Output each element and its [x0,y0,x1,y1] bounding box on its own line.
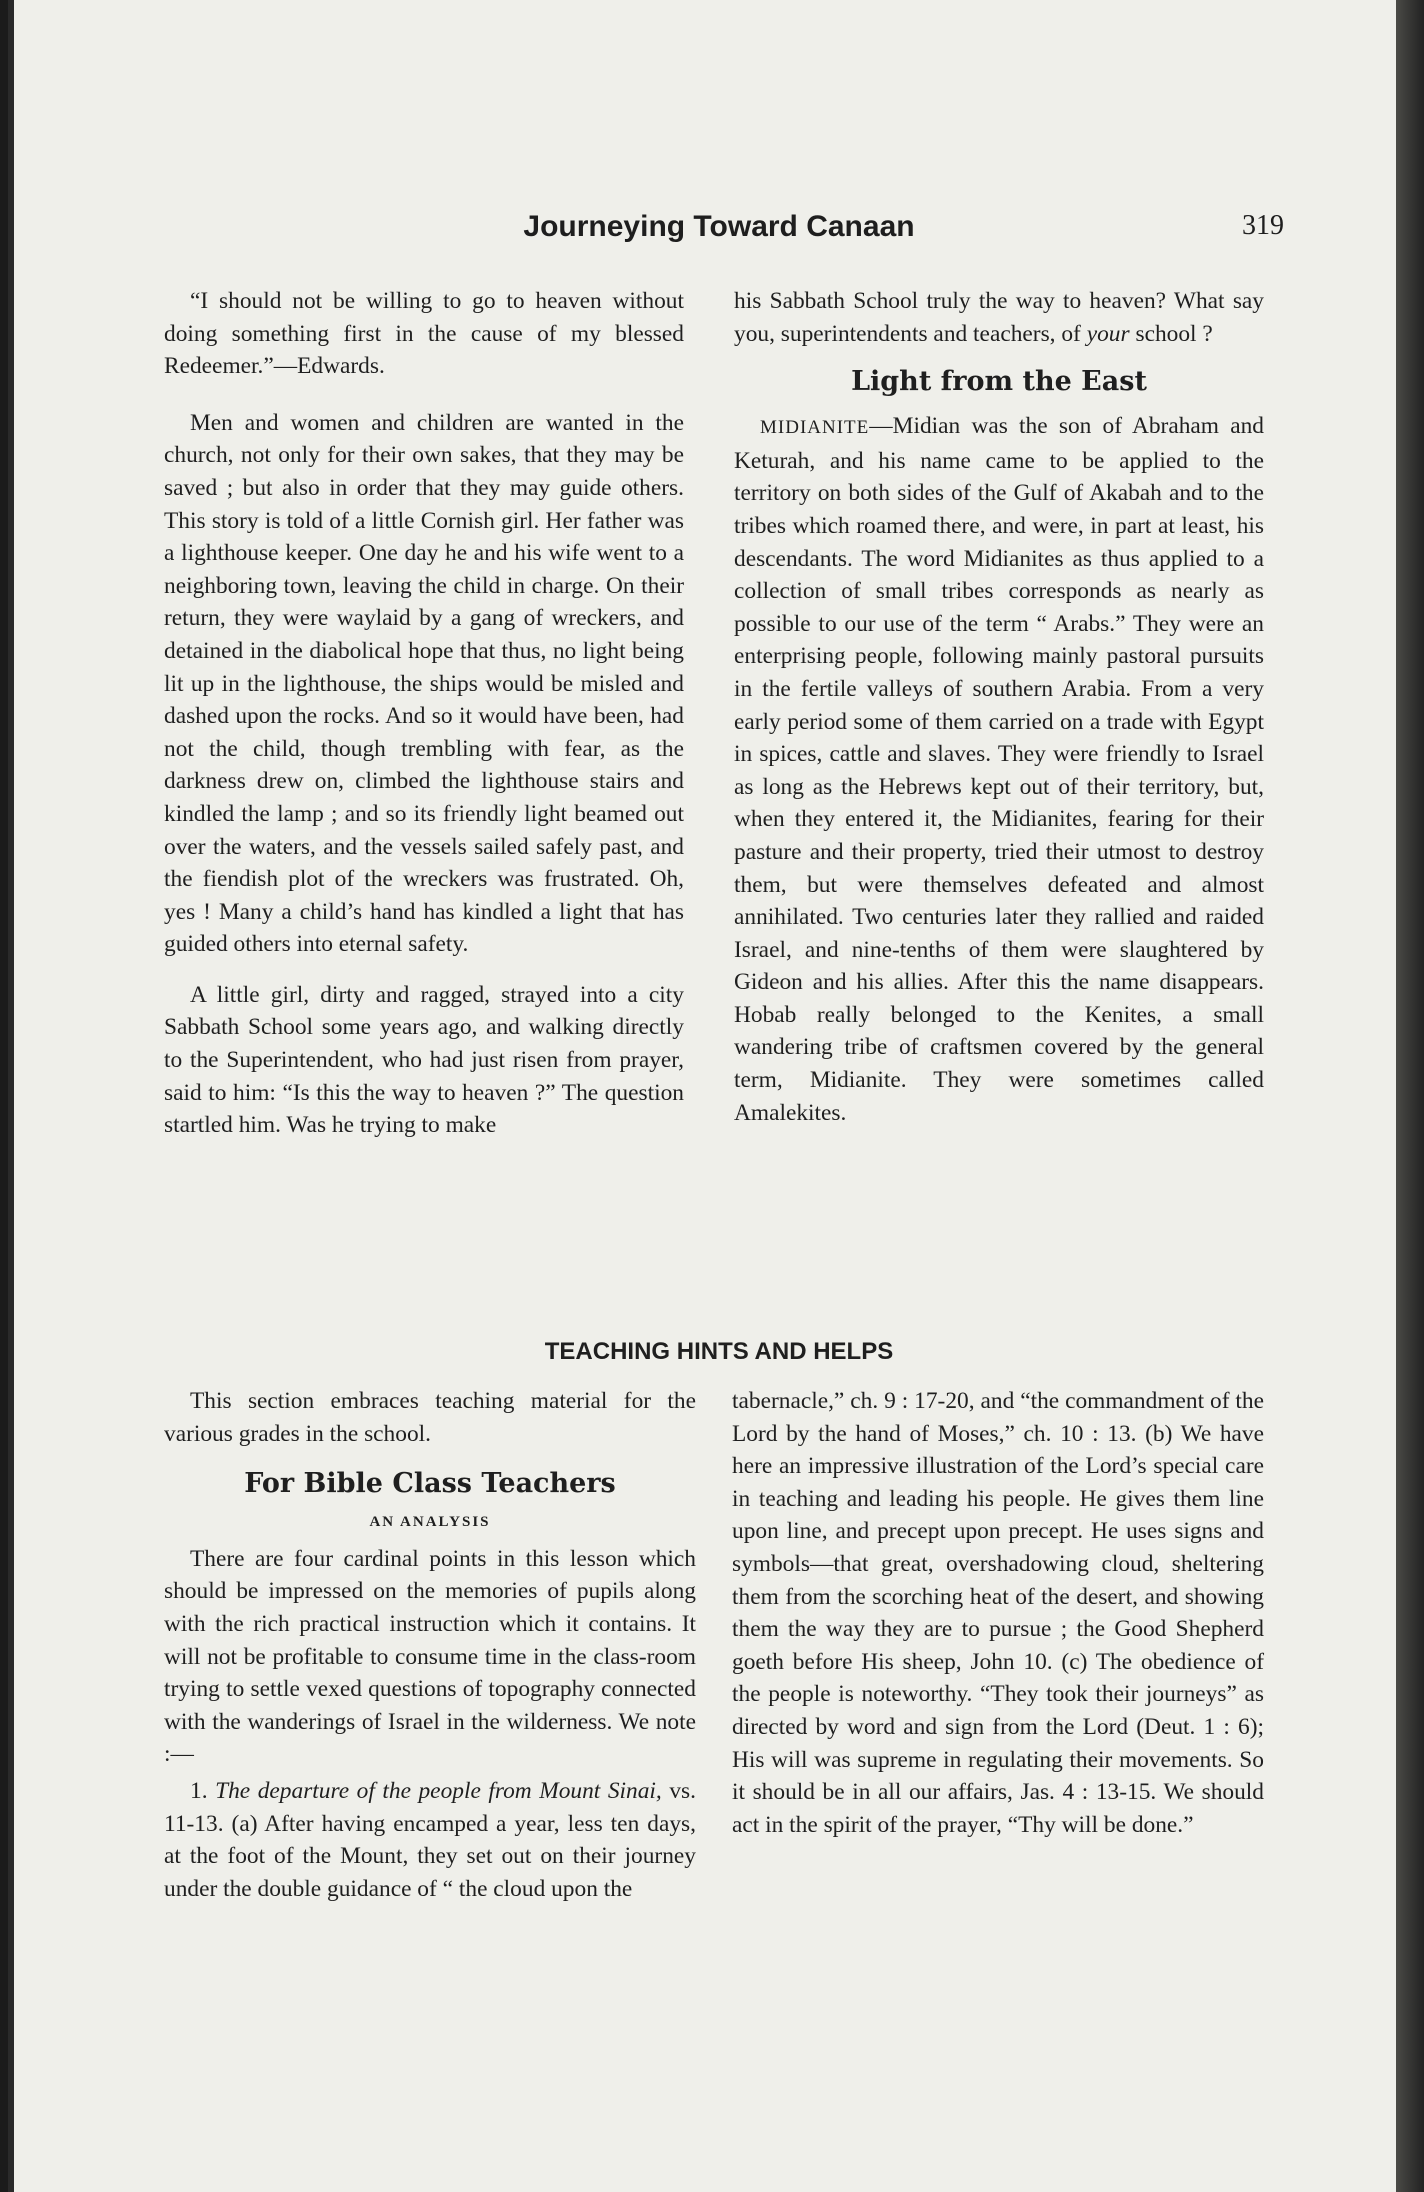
continuation-end: school ? [1135,320,1213,347]
paragraph-continuation [734,285,1264,350]
epigraph-text: “I should not be willing to go to heaven without doing something first in the cause of my blessed Redeemer.”—Edwards. [164,288,684,380]
subheading-analysis: AN ANALYSIS [369,1514,491,1531]
point-number: 1. [190,1777,208,1804]
paragraph-tabernacle: tabernacle,” ch. 9 : 17-20, and “the commandment of the Lord by the hand of Moses,” ch. 10 : 13. (b) We have here an impressive illustration of the Lord’s special care in teaching and leading his people. He gives them line upon line, and precept upon precept. He uses signs and symbols—that great, overshadowing cloud, sheltering them from the scorching heat of the desert, and showing them the way they are to pursue ; the Good Shepherd goeth before His sheep, John 10. (c) The obedience of the people is noteworthy. “They took their journeys” as directed by word and sign from the Lord (Deut. 1 : 6); His will was supreme in regulating their movements. So it should be in all our affairs, Jas. 4 : 13-15. We should act in the spirit of the prayer, “Thy will be done.” [732,1388,1264,1838]
paragraph-midianite [734,410,1264,1129]
point-title: The departure of the people from Mount Sinai, [215,1777,662,1804]
heading-light-from-east: Light from the East [851,366,1147,398]
running-title: Journeying Toward Canaan [523,210,915,243]
point-body: vs. 11-13. (a) After having encamped a year, less ten days, at the foot of the Mount, they set out on their journey under the double guidance of “ the cloud upon the [164,1777,696,1902]
right-column-top [734,285,1264,1129]
epigraph-quote [164,285,684,383]
page-edge-shadow [1396,0,1424,2192]
continuation-text: his Sabbath School truly the way to heaven? What say you, superintendents and teachers, of [734,288,1264,347]
paragraph-cardinal-points: There are four cardinal points in this lesson which should be impressed on the memories of pupils along with the rich practical instruction which it contains. It will not be profitable to consume time in the class-room trying to settle vexed questions of topography connected with the wanderings of Israel in the wilderness. We note :— [164,1545,696,1768]
right-column-bottom [732,1385,1264,1841]
running-header [154,210,1284,260]
midianite-body: —Midian was the son of Abraham and Keturah, and his name came to be applied to the territory on both sides of the Gulf of Akabah and to the tribes which roamed there, and were, in part at least, his descendants. The word Midianites as thus applied to a collection of small tribes corresponds as nearly as possible to our use of the term “ Arabs.” They were an enterprising people, following mainly pastoral pursuits in the fertile valleys of southern Arabia. From a very early period some of them carried on a trade with Egypt in spices, cattle and slaves. They were friendly to Israel as long as the Hebrews kept out of their territory, but, when they entered it, the Midianites, fearing for their pasture and their property, tried their utmost to destroy them, but were themselves defeated and almost annihilated. Two centuries later they rallied and raided Israel, and nine-tenths of them were slaughtered by Gideon and his allies. After this the name disappears. Hobab really belonged to the Kenites, a small wandering tribe of craftsmen covered by the general term, Midianite. They were sometimes called Amalekites. [734,413,1264,1126]
paragraph-lighthouse-story: Men and women and children are wanted in the church, not only for their own sakes, that they may be saved ; but also in order that they may guide others. This story is told of a little Cornish girl. Her father was a lighthouse keeper. One day he and his wife went to a neighboring town, leaving the child in charge. On their return, they were waylaid by a gang of wreckers, and detained in the diabolical hope that thus, no light being lit up in the lighthouse, the ships would be misled and dashed upon the rocks. And so it would have been, had not the child, though trembling with fear, as the darkness drew on, climbed the lighthouse stairs and kindled the lamp ; and so its friendly light beamed out over the waters, and the vessels sailed safely past, and the fiendish plot of the wreckers was frustrated. Oh, yes ! Many a child’s hand has kindled a light that has guided others into eternal safety. [164,409,684,958]
paragraph-section-intro: This section embraces teaching material for the various grades in the school. [164,1388,696,1447]
term-midianite: MIDIANITE [760,417,870,439]
left-column-top [164,285,684,1142]
continuation-emphasis: your [1086,320,1130,347]
paragraph-point-one [164,1775,696,1905]
scanned-page [8,0,1402,2192]
heading-bible-class-teachers: For Bible Class Teachers [244,1468,616,1500]
page-number: 319 [1242,210,1284,241]
section-title-teaching-hints: TEACHING HINTS AND HELPS [544,1338,894,1365]
left-column-bottom [164,1385,696,1905]
paragraph-ragged-girl: A little girl, dirty and ragged, strayed into a city Sabbath School some years ago, and walking directly to the Superintendent, who had just risen from prayer, said to him: “Is this the way to heaven ?” The question startled him. Was he trying to make [164,981,684,1139]
